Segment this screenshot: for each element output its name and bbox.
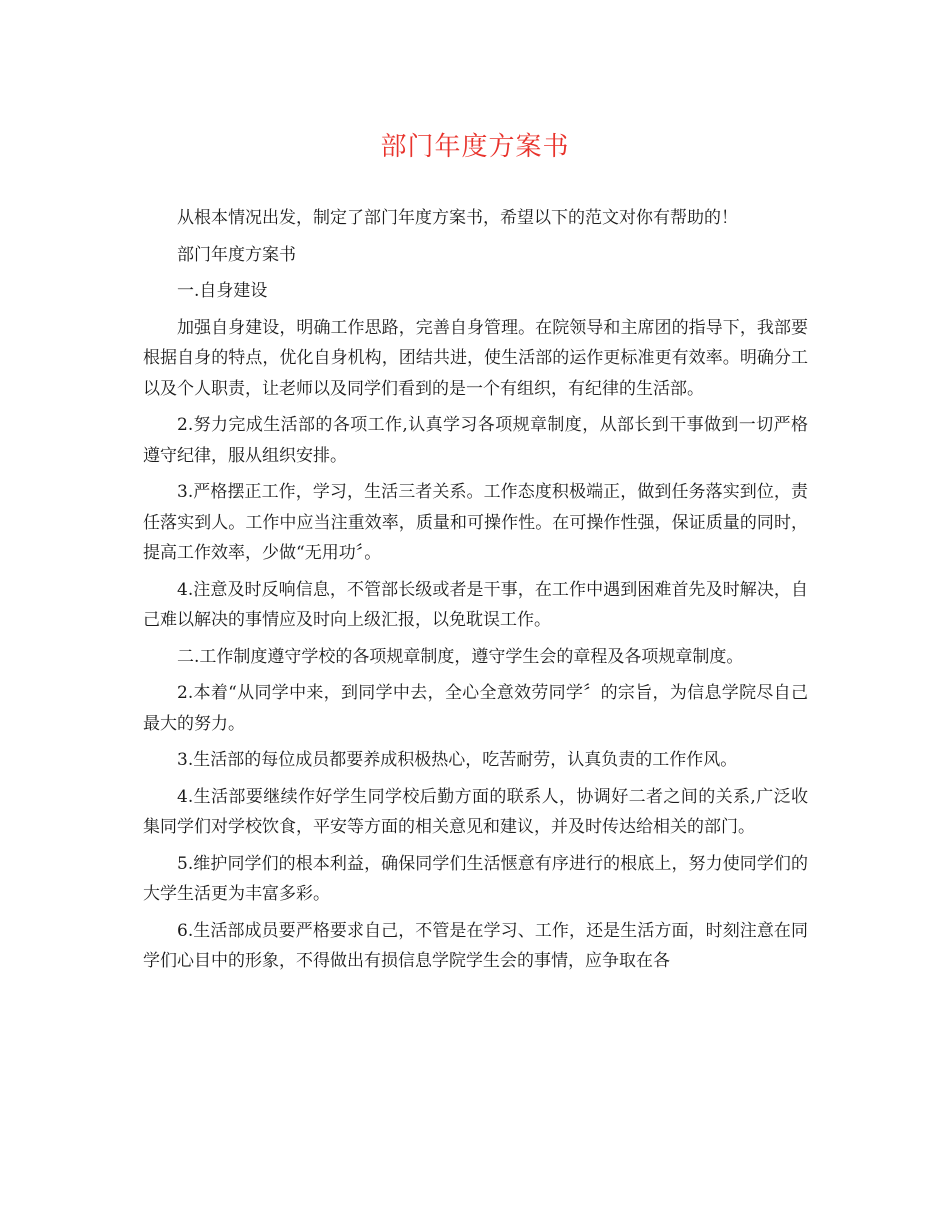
paragraph: 3.生活部的每位成员都要养成积极热心，吃苦耐劳，认真负责的工作作风。 [177,750,738,770]
section-heading-1: 一.自身建设 [177,281,268,301]
paragraph: 5.维护同学们的根本利益，确保同学们生活惬意有序进行的根底上，努力使同学们的大学生活更为丰富多彩。 [143,853,808,904]
section-heading-2: 二.工作制度遵守学校的各项规章制度，遵守学生会的章程及各项规章制度。 [177,646,744,667]
paragraph: 2.本着“从同学中来，到同学中去，全心全意效劳同学〞的宗旨，为信息学院尽自己最大的努力。 [143,683,808,734]
paragraph-subtitle: 部门年度方案书 [177,244,296,265]
document-title: 部门年度方案书 [380,132,570,162]
paragraph-intro: 从根本情况出发，制定了部门年度方案书，希望以下的范文对你有帮助的！ [177,208,738,228]
paragraph: 4.注意及时反响信息，不管部长级或者是干事，在工作中遇到困难首先及时解决，自己难以解决的事情应及时向上级汇报，以免耽误工作。 [143,579,808,630]
document-body [143,203,808,983]
paragraph: 3.严格摆正工作，学习，生活三者关系。工作态度积极端正，做到任务落实到位，责任落实到人。工作中应当注重效率，质量和可操作性。在可操作性强，保证质量的同时，提高工作效率，少做“无用功〞。 [143,482,808,563]
paragraph: 6.生活部成员要严格要求自己，不管是在学习、工作，还是生活方面，时刻注意在同学们心目中的形象，不得做出有损信息学院学生会的事情，应争取在各 [143,920,808,971]
paragraph: 加强自身建设，明确工作思路，完善自身管理。在院领导和主席团的指导下，我部要根据自身的特点，优化自身机构，团结共进，使生活部的运作更标准更有效率。明确分工以及个人职责，让老师以及同学们看到的是一个有组织，有纪律的生活部。 [143,317,808,399]
paragraph: 4.生活部要继续作好学生同学校后勤方面的联系人，协调好二者之间的关系,广泛收集同学们对学校饮食，平安等方面的相关意见和建议，并及时传达给相关的部门。 [143,786,808,837]
paragraph: 2.努力完成生活部的各项工作,认真学习各项规章制度，从部长到干事做到一切严格遵守纪律，服从组织安排。 [143,415,808,466]
